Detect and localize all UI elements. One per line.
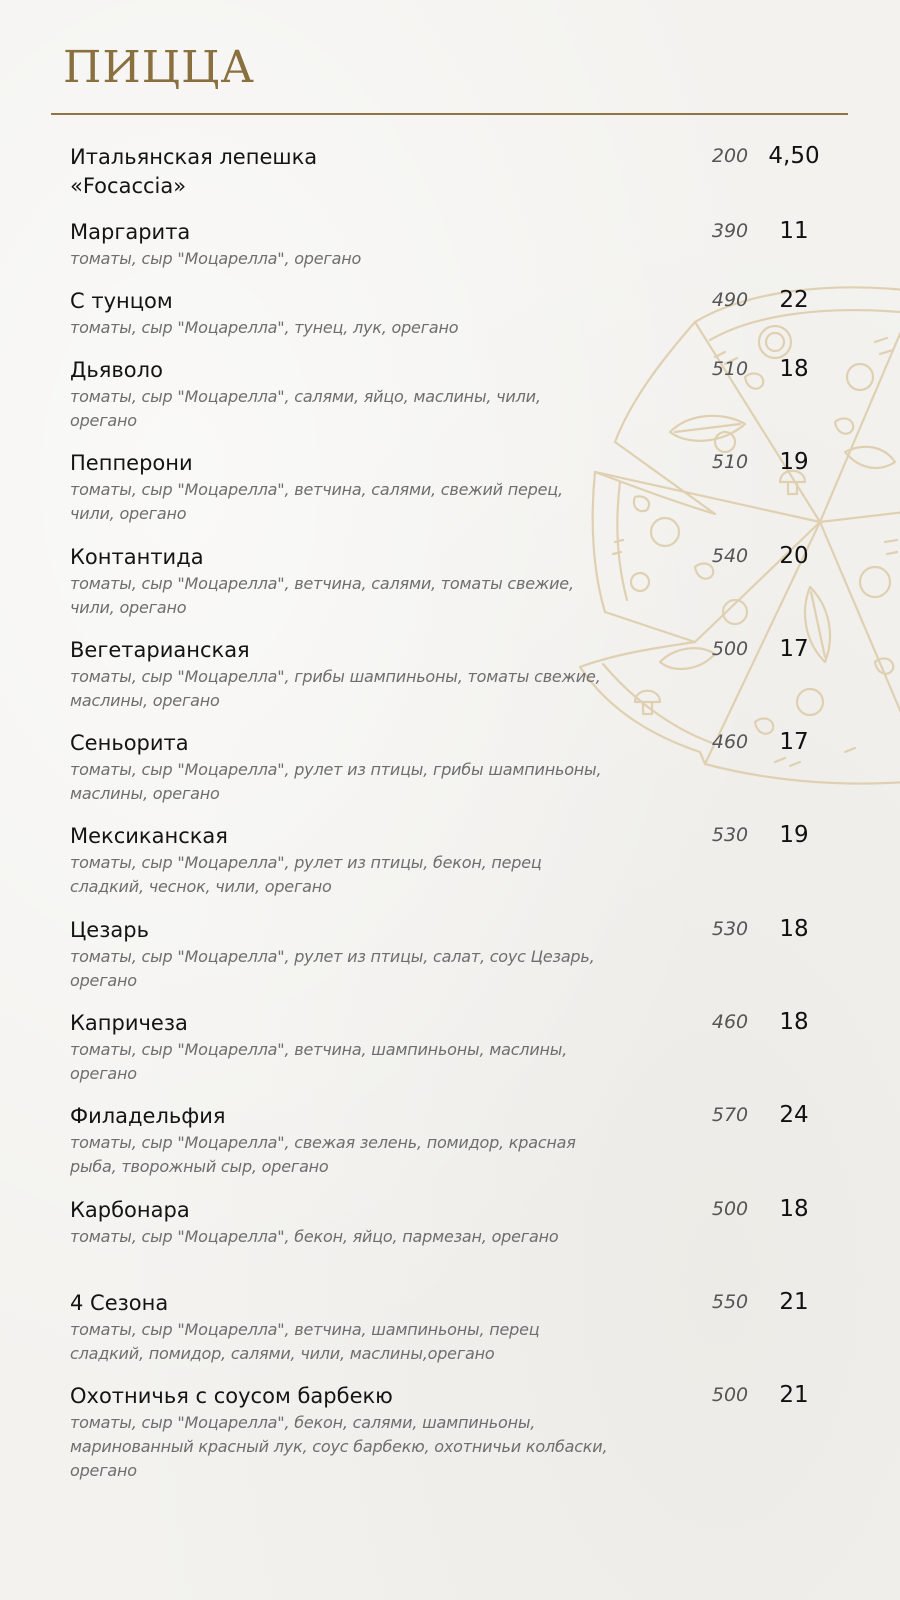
menu-item	[70, 1009, 870, 1086]
item-weight: 390	[711, 220, 749, 242]
item-name: Цезарь	[70, 918, 149, 942]
menu-item	[70, 287, 870, 340]
item-description: томаты, сыр "Моцарелла", бекон, салями, шампиньоны, маринованный красный лук, соус барбекю, охотничьи колбаски, орегано	[70, 1413, 608, 1480]
item-price: 18	[779, 356, 809, 382]
item-name: Мексиканская	[70, 824, 228, 848]
menu-item	[70, 543, 870, 620]
item-price: 18	[779, 1009, 809, 1035]
item-name: Вегетарианская	[70, 638, 250, 662]
menu-item	[70, 1196, 870, 1249]
item-price: 21	[779, 1382, 809, 1408]
item-price: 18	[779, 916, 809, 942]
menu-item	[70, 356, 870, 433]
item-name: Филадельфия	[70, 1104, 226, 1128]
item-weight: 500	[711, 638, 749, 660]
item-name: Сеньорита	[70, 731, 189, 755]
item-description: томаты, сыр "Моцарелла", ветчина, шампиньоны, маслины, орегано	[70, 1040, 568, 1083]
section-title: ПИЦЦА	[63, 42, 255, 93]
item-weight: 500	[711, 1384, 749, 1406]
item-name: Охотничья с соусом барбекю	[70, 1384, 393, 1408]
item-name: Контантида	[70, 545, 204, 569]
menu-item	[70, 218, 870, 271]
item-price: 17	[779, 636, 809, 662]
item-price: 22	[779, 287, 809, 313]
item-price: 20	[779, 543, 809, 569]
item-description: томаты, сыр "Моцарелла", ветчина, салями, томаты свежие, чили, орегано	[70, 574, 574, 617]
item-name: Маргарита	[70, 220, 191, 244]
item-name: Капричеза	[70, 1011, 188, 1035]
item-name: С тунцом	[70, 289, 173, 313]
menu-item	[70, 916, 870, 993]
item-name: Пепперони	[70, 451, 193, 475]
item-description: томаты, сыр "Моцарелла", орегано	[70, 249, 362, 268]
item-weight: 530	[711, 824, 749, 846]
item-name: Итальянская лепешка «Focaccia»	[70, 145, 318, 198]
menu-item	[70, 729, 870, 806]
item-price: 21	[779, 1289, 809, 1315]
item-weight: 460	[711, 731, 749, 753]
item-description: томаты, сыр "Моцарелла", бекон, яйцо, пармезан, орегано	[70, 1227, 559, 1246]
item-name: Карбонара	[70, 1198, 190, 1222]
title-divider	[51, 113, 848, 115]
menu-item	[70, 143, 870, 201]
item-description: томаты, сыр "Моцарелла", салями, яйцо, маслины, чили, орегано	[70, 387, 541, 430]
item-description: томаты, сыр "Моцарелла", грибы шампиньоны, томаты свежие, маслины, орегано	[70, 667, 601, 710]
item-weight: 540	[711, 545, 749, 567]
item-description: томаты, сыр "Моцарелла", ветчина, салями, свежий перец, чили, орегано	[70, 480, 563, 523]
menu-item	[70, 636, 870, 713]
item-weight: 460	[711, 1011, 749, 1033]
item-price: 19	[779, 822, 809, 848]
item-description: томаты, сыр "Моцарелла", тунец, лук, орегано	[70, 318, 459, 337]
item-price: 4,50	[768, 143, 820, 169]
item-description: томаты, сыр "Моцарелла", ветчина, шампиньоны, перец сладкий, помидор, салями, чили, маслины,орегано	[70, 1320, 540, 1363]
item-description: томаты, сыр "Моцарелла", рулет из птицы, салат, соус Цезарь, орегано	[70, 947, 595, 990]
item-name: 4 Сезона	[70, 1291, 169, 1315]
item-weight: 550	[711, 1291, 749, 1313]
item-weight: 490	[711, 289, 749, 311]
item-weight: 570	[711, 1104, 749, 1126]
item-name: Дьяволо	[70, 358, 163, 382]
item-weight: 510	[711, 358, 749, 380]
item-description: томаты, сыр "Моцарелла", рулет из птицы, бекон, перец сладкий, чеснок, чили, орегано	[70, 853, 542, 896]
item-weight: 510	[711, 451, 749, 473]
item-description: томаты, сыр "Моцарелла", рулет из птицы, грибы шампиньоны, маслины, орегано	[70, 760, 602, 803]
item-price: 11	[779, 218, 809, 244]
item-price: 19	[779, 449, 809, 475]
menu-item	[70, 1289, 870, 1366]
item-weight: 500	[711, 1198, 749, 1220]
menu-item	[70, 822, 870, 899]
item-price: 24	[779, 1102, 809, 1128]
item-price: 18	[779, 1196, 809, 1222]
menu-item	[70, 1102, 870, 1179]
menu-item	[70, 1382, 870, 1483]
item-weight: 530	[711, 918, 749, 940]
item-weight: 200	[711, 145, 749, 167]
menu-item	[70, 449, 870, 526]
item-description: томаты, сыр "Моцарелла", свежая зелень, помидор, красная рыба, творожный сыр, орегано	[70, 1133, 576, 1176]
item-price: 17	[779, 729, 809, 755]
